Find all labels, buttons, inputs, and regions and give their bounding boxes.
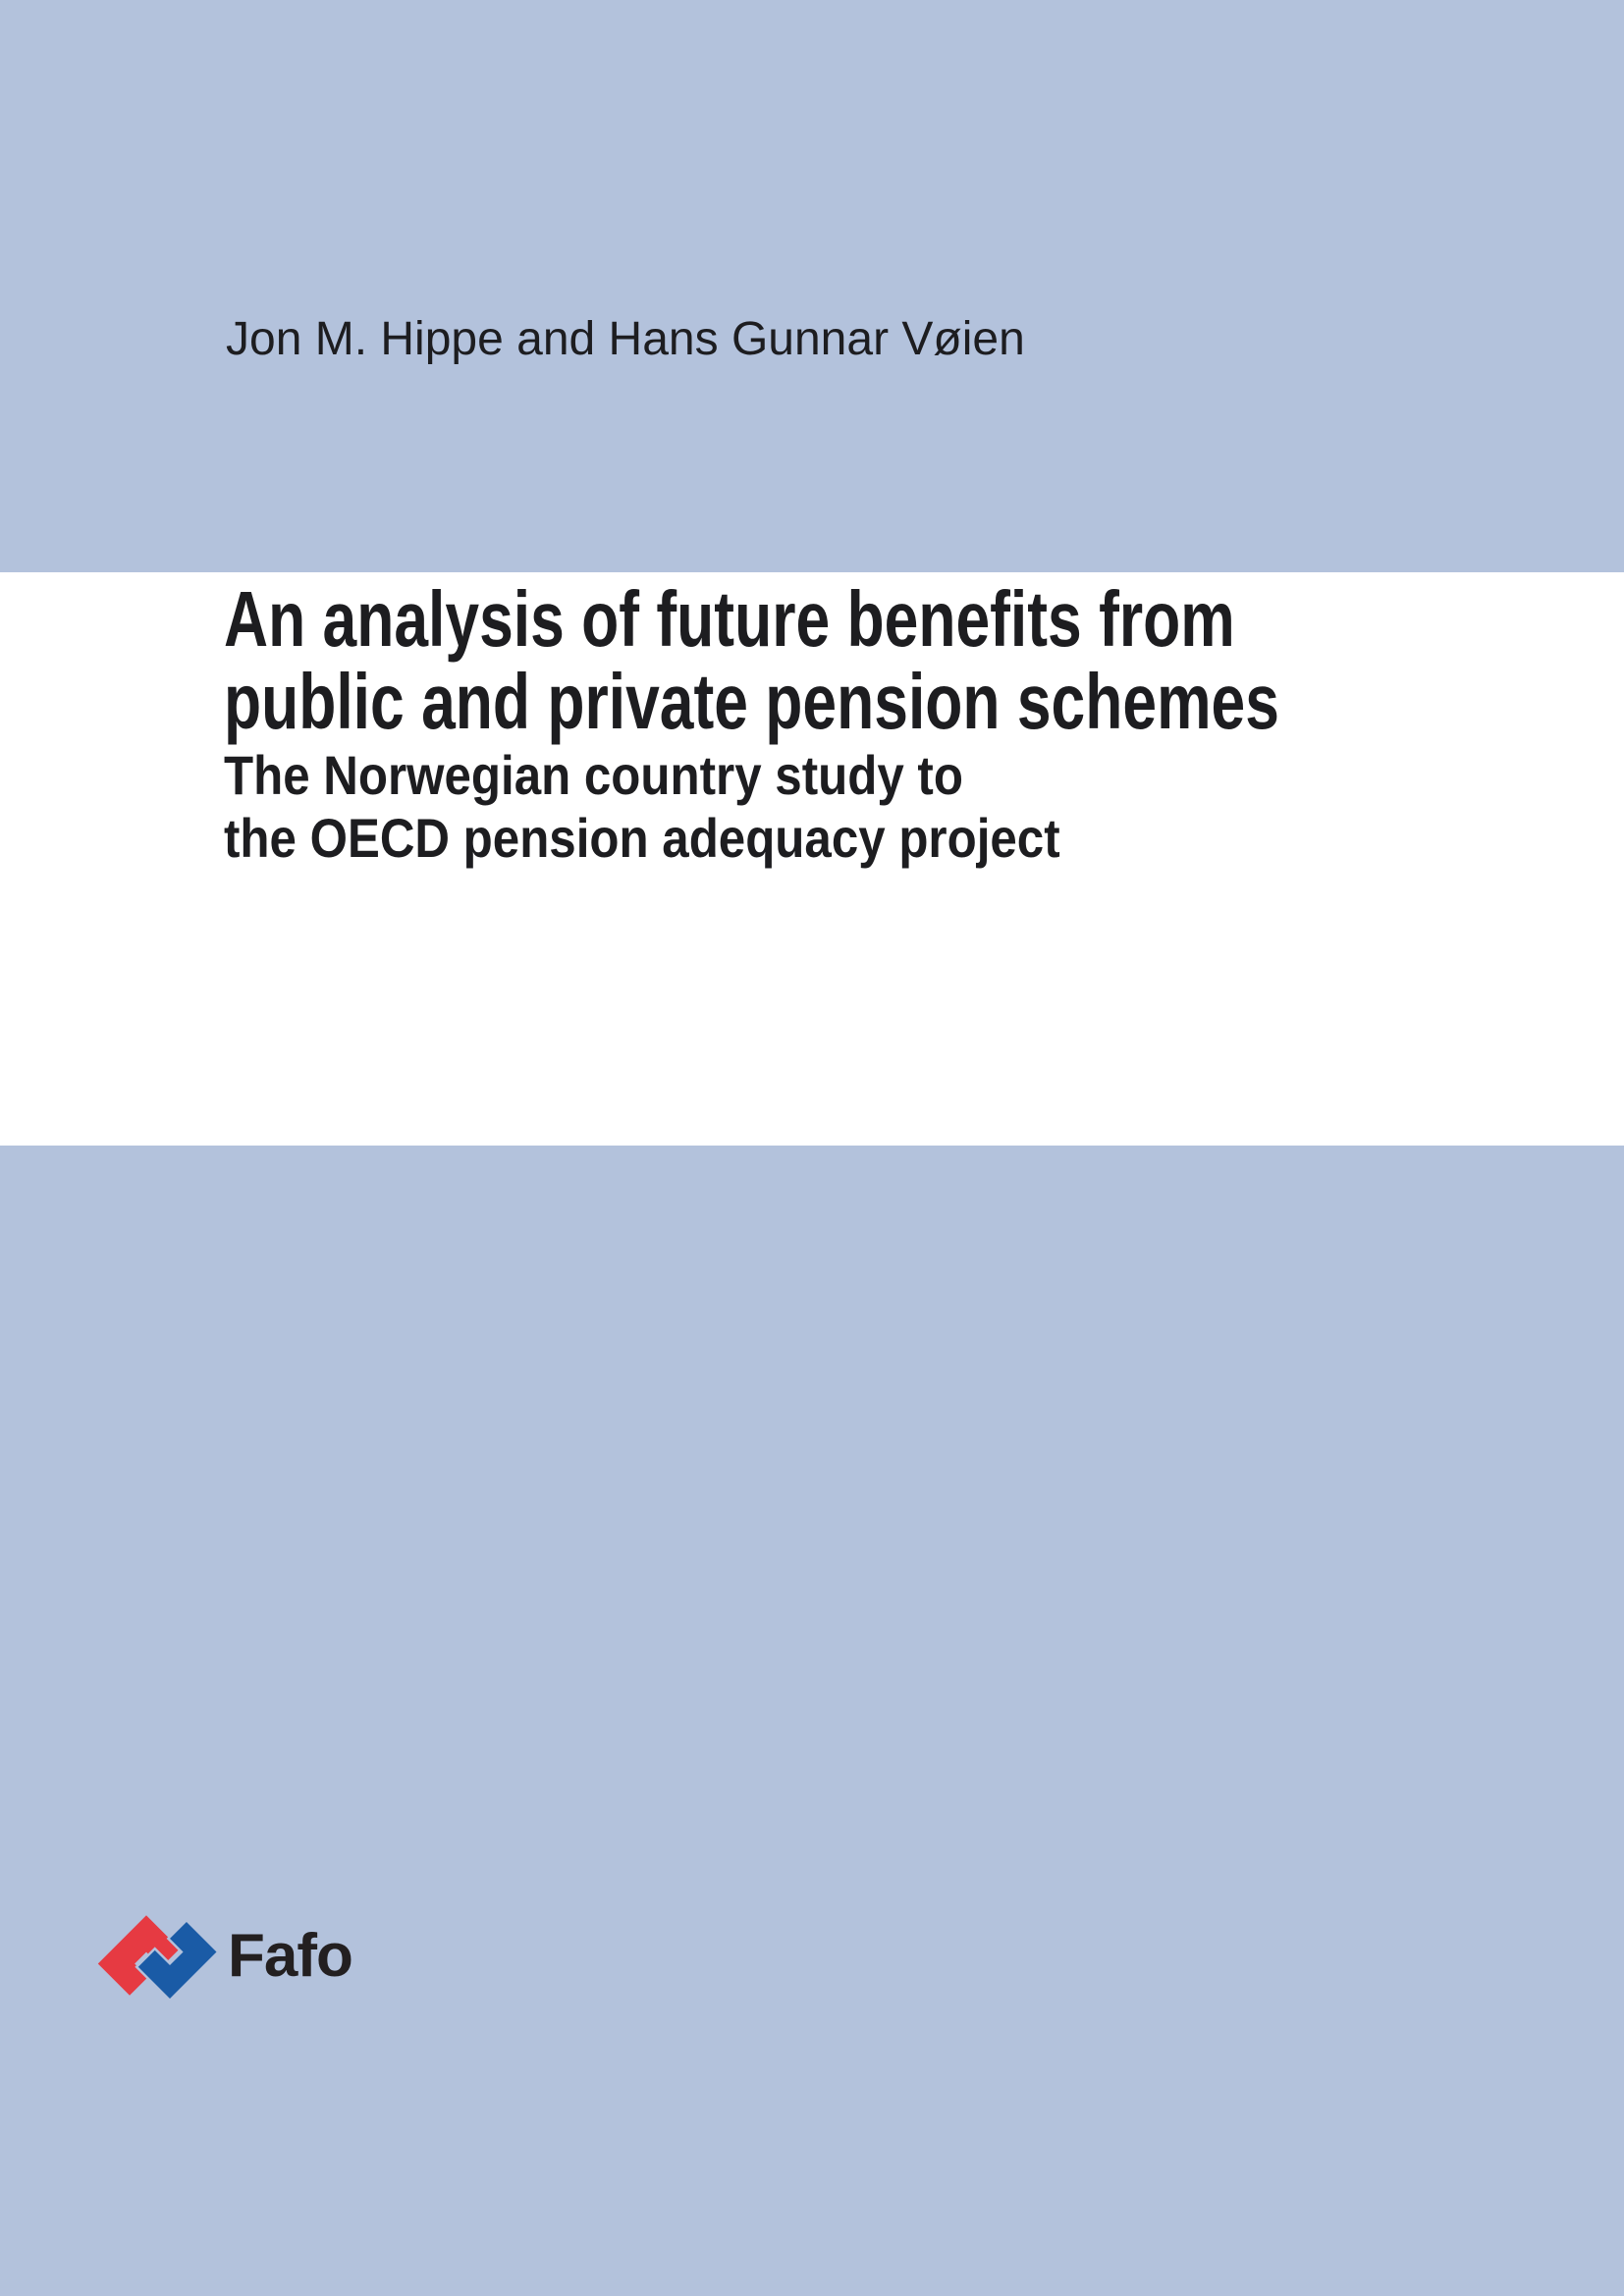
bottom-blue-band [0, 1146, 1624, 2296]
top-blue-band [0, 0, 1624, 572]
report-subtitle [224, 744, 1174, 870]
subtitle-line-1: The Norwegian country study to [224, 744, 963, 806]
subtitle-line-2: the OECD pension adequacy project [224, 807, 1060, 869]
report-title [224, 575, 1577, 745]
fafo-logo [93, 1908, 352, 2010]
title-line-2: public and private pension schemes [224, 658, 1279, 745]
author-line: Jon M. Hippe and Hans Gunnar Vøien [226, 313, 1025, 365]
title-line-1: An analysis of future benefits from [224, 575, 1235, 663]
fafo-wordmark: Fafo [228, 1922, 352, 1990]
fafo-logo-icon [93, 1908, 223, 2007]
